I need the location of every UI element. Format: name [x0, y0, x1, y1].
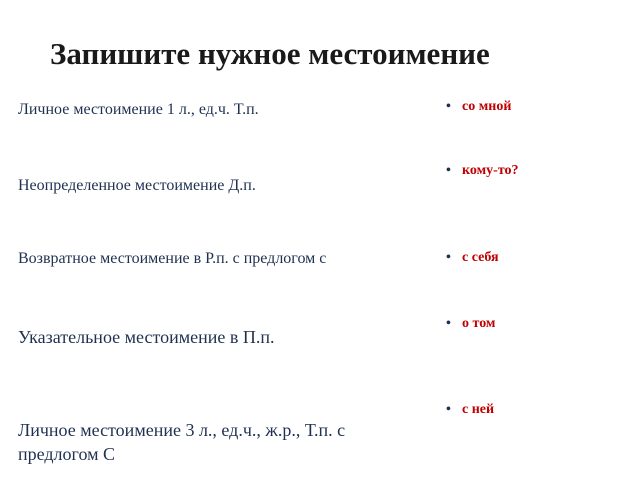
- bullet-icon: •: [446, 402, 451, 417]
- answer-item-1: [446, 99, 511, 115]
- task-item-4: Указательное местоимение в П.п.: [18, 327, 275, 347]
- answer-text: с ней: [462, 402, 495, 417]
- answer-text: со мной: [462, 99, 512, 114]
- answer-text: о том: [462, 316, 496, 331]
- answer-item-4: [446, 316, 495, 332]
- answer-text: с себя: [462, 250, 499, 265]
- bullet-icon: •: [446, 99, 451, 114]
- bullet-icon: •: [446, 316, 451, 331]
- task-item-1: Личное местоимение 1 л., ед.ч. Т.п.: [18, 101, 259, 118]
- answer-item-2: [446, 163, 519, 179]
- bullet-icon: •: [446, 250, 451, 265]
- bullet-icon: •: [446, 163, 451, 178]
- task-item-2: Неопределенное местоимение Д.п.: [18, 177, 256, 194]
- answer-item-5: [446, 402, 494, 418]
- slide-title: Запишите нужное местоимение: [50, 36, 490, 71]
- task-item-5: Личное местоимение 3 л., ед.ч., ж.р., Т.п. с предлогом С: [18, 420, 346, 465]
- task-item-3: Возвратное местоимение в Р.п. с предлогом с: [18, 250, 327, 267]
- answer-item-3: [446, 250, 499, 266]
- answer-text: кому-то?: [462, 163, 519, 178]
